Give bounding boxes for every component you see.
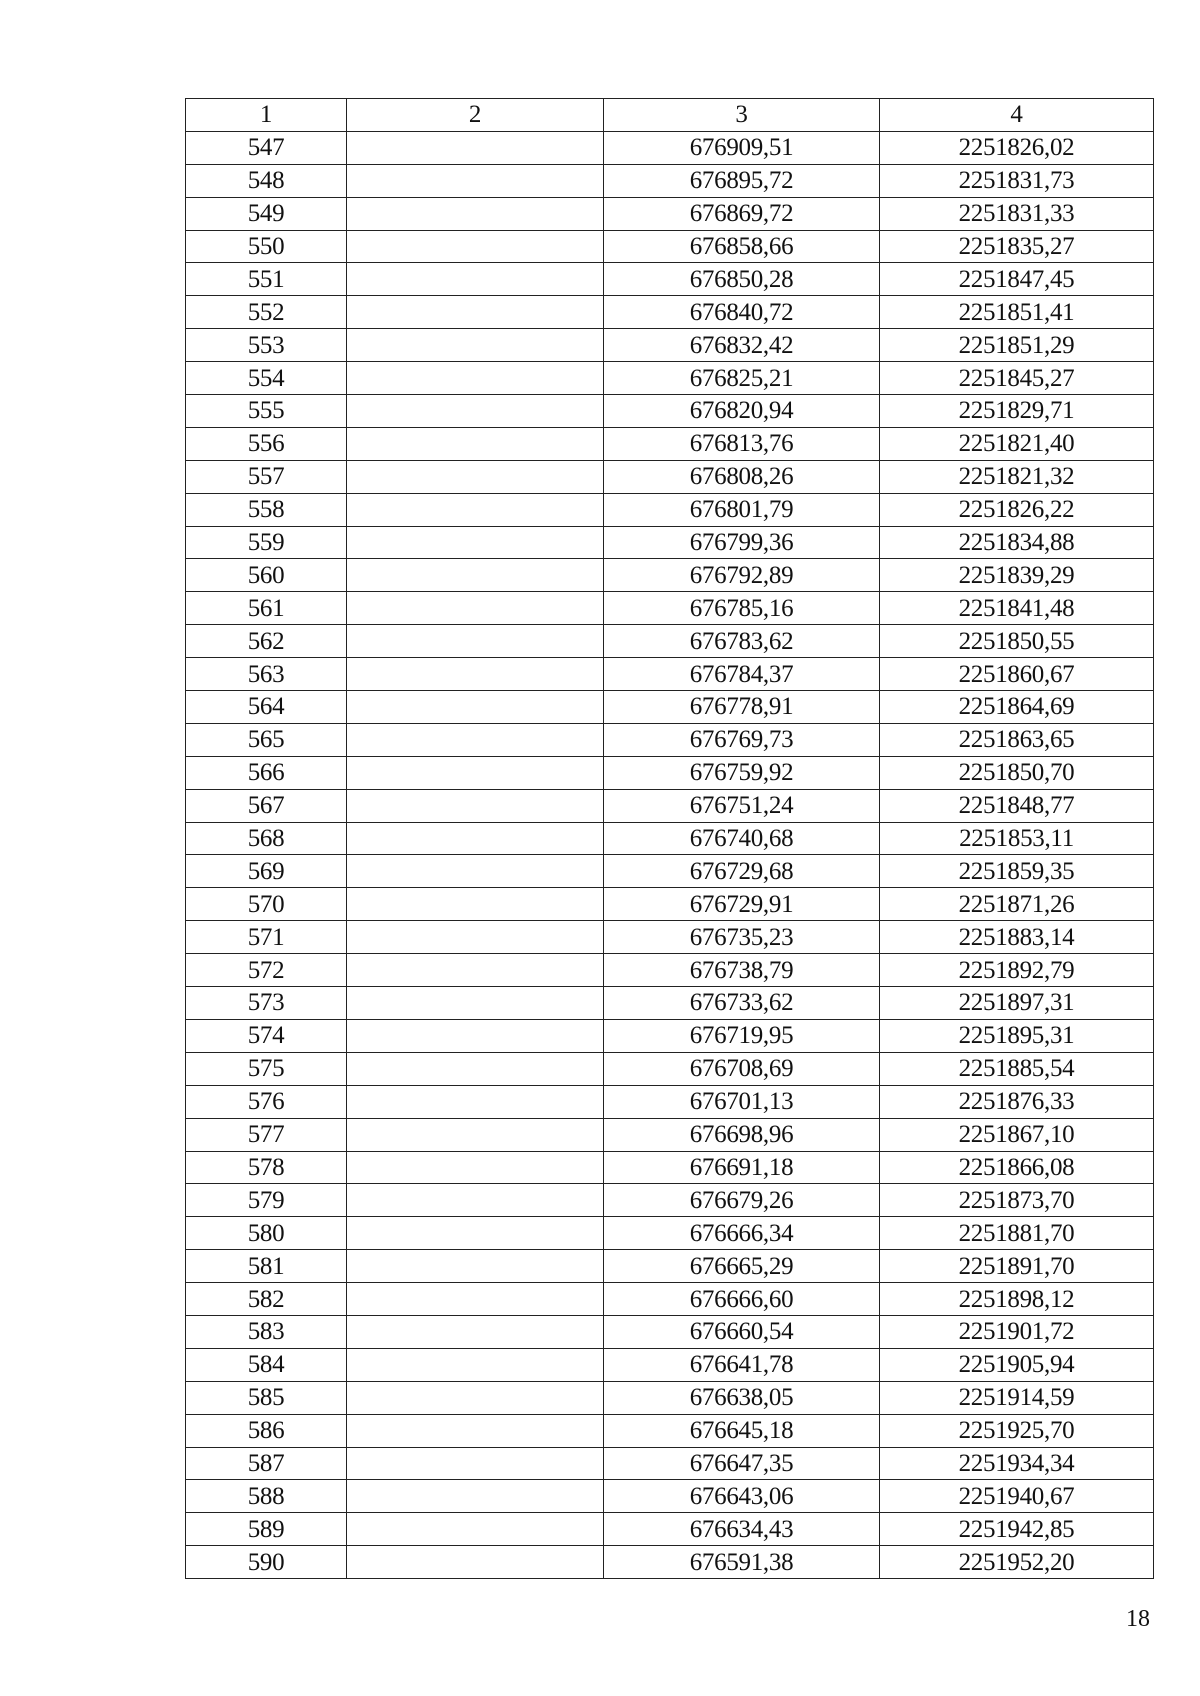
y-coordinate-cell: 2251897,31 <box>880 987 1154 1020</box>
y-coordinate-cell: 2251867,10 <box>880 1118 1154 1151</box>
table-row <box>186 756 1154 789</box>
point-number-cell: 572 <box>186 954 347 987</box>
y-coordinate-cell: 2251859,35 <box>880 855 1154 888</box>
empty-cell <box>347 1052 604 1085</box>
table-row <box>186 559 1154 592</box>
point-number-cell: 570 <box>186 888 347 921</box>
point-number-cell: 554 <box>186 362 347 395</box>
y-coordinate-cell: 2251850,55 <box>880 625 1154 658</box>
empty-cell <box>347 131 604 164</box>
empty-cell <box>347 1480 604 1513</box>
table-row <box>186 1315 1154 1348</box>
y-coordinate-cell: 2251901,72 <box>880 1315 1154 1348</box>
x-coordinate-cell: 676719,95 <box>604 1019 880 1052</box>
empty-cell <box>347 1447 604 1480</box>
y-coordinate-cell: 2251851,41 <box>880 296 1154 329</box>
empty-cell <box>347 1414 604 1447</box>
y-coordinate-cell: 2251866,08 <box>880 1151 1154 1184</box>
y-coordinate-cell: 2251881,70 <box>880 1217 1154 1250</box>
empty-cell <box>347 263 604 296</box>
x-coordinate-cell: 676813,76 <box>604 427 880 460</box>
y-coordinate-cell: 2251848,77 <box>880 789 1154 822</box>
point-number-cell: 582 <box>186 1283 347 1316</box>
y-coordinate-cell: 2251891,70 <box>880 1250 1154 1283</box>
table-body <box>186 131 1154 1578</box>
point-number-cell: 549 <box>186 197 347 230</box>
x-coordinate-cell: 676832,42 <box>604 329 880 362</box>
empty-cell <box>347 197 604 230</box>
empty-cell <box>347 1184 604 1217</box>
point-number-cell: 552 <box>186 296 347 329</box>
table-row <box>186 691 1154 724</box>
x-coordinate-cell: 676701,13 <box>604 1085 880 1118</box>
column-header-3: 3 <box>604 99 880 132</box>
empty-cell <box>347 1315 604 1348</box>
point-number-cell: 577 <box>186 1118 347 1151</box>
point-number-cell: 548 <box>186 164 347 197</box>
point-number-cell: 588 <box>186 1480 347 1513</box>
x-coordinate-cell: 676698,96 <box>604 1118 880 1151</box>
x-coordinate-cell: 676792,89 <box>604 559 880 592</box>
table-row <box>186 921 1154 954</box>
empty-cell <box>347 460 604 493</box>
table-row <box>186 197 1154 230</box>
y-coordinate-cell: 2251850,70 <box>880 756 1154 789</box>
column-header-2: 2 <box>347 99 604 132</box>
x-coordinate-cell: 676759,92 <box>604 756 880 789</box>
x-coordinate-cell: 676591,38 <box>604 1546 880 1579</box>
column-header-4: 4 <box>880 99 1154 132</box>
x-coordinate-cell: 676783,62 <box>604 625 880 658</box>
table-row <box>186 625 1154 658</box>
point-number-cell: 575 <box>186 1052 347 1085</box>
table-header-row <box>186 99 1154 132</box>
point-number-cell: 551 <box>186 263 347 296</box>
table-row <box>186 954 1154 987</box>
x-coordinate-cell: 676691,18 <box>604 1151 880 1184</box>
y-coordinate-cell: 2251863,65 <box>880 723 1154 756</box>
table-row <box>186 1447 1154 1480</box>
point-number-cell: 565 <box>186 723 347 756</box>
point-number-cell: 568 <box>186 822 347 855</box>
y-coordinate-cell: 2251876,33 <box>880 1085 1154 1118</box>
empty-cell <box>347 164 604 197</box>
x-coordinate-cell: 676645,18 <box>604 1414 880 1447</box>
empty-cell <box>347 954 604 987</box>
table-row <box>186 460 1154 493</box>
y-coordinate-cell: 2251905,94 <box>880 1348 1154 1381</box>
table-row <box>186 1414 1154 1447</box>
empty-cell <box>347 1019 604 1052</box>
table-row <box>186 263 1154 296</box>
point-number-cell: 563 <box>186 658 347 691</box>
table-row <box>186 1019 1154 1052</box>
point-number-cell: 567 <box>186 789 347 822</box>
table-row <box>186 1151 1154 1184</box>
table-row <box>186 1052 1154 1085</box>
empty-cell <box>347 362 604 395</box>
table-row <box>186 362 1154 395</box>
y-coordinate-cell: 2251940,67 <box>880 1480 1154 1513</box>
empty-cell <box>347 1151 604 1184</box>
x-coordinate-cell: 676638,05 <box>604 1381 880 1414</box>
table-row <box>186 855 1154 888</box>
table-row <box>186 658 1154 691</box>
y-coordinate-cell: 2251942,85 <box>880 1513 1154 1546</box>
empty-cell <box>347 395 604 428</box>
x-coordinate-cell: 676641,78 <box>604 1348 880 1381</box>
point-number-cell: 562 <box>186 625 347 658</box>
table-row <box>186 822 1154 855</box>
x-coordinate-cell: 676895,72 <box>604 164 880 197</box>
point-number-cell: 583 <box>186 1315 347 1348</box>
x-coordinate-cell: 676729,68 <box>604 855 880 888</box>
empty-cell <box>347 1283 604 1316</box>
table-row <box>186 789 1154 822</box>
point-number-cell: 557 <box>186 460 347 493</box>
x-coordinate-cell: 676825,21 <box>604 362 880 395</box>
table-row <box>186 296 1154 329</box>
y-coordinate-cell: 2251892,79 <box>880 954 1154 987</box>
x-coordinate-cell: 676869,72 <box>604 197 880 230</box>
point-number-cell: 584 <box>186 1348 347 1381</box>
y-coordinate-cell: 2251831,73 <box>880 164 1154 197</box>
empty-cell <box>347 230 604 263</box>
y-coordinate-cell: 2251895,31 <box>880 1019 1154 1052</box>
table-row <box>186 329 1154 362</box>
x-coordinate-cell: 676665,29 <box>604 1250 880 1283</box>
empty-cell <box>347 592 604 625</box>
point-number-cell: 586 <box>186 1414 347 1447</box>
point-number-cell: 585 <box>186 1381 347 1414</box>
point-number-cell: 561 <box>186 592 347 625</box>
table-row <box>186 1118 1154 1151</box>
y-coordinate-cell: 2251826,22 <box>880 493 1154 526</box>
point-number-cell: 576 <box>186 1085 347 1118</box>
x-coordinate-cell: 676666,34 <box>604 1217 880 1250</box>
table-row <box>186 723 1154 756</box>
x-coordinate-cell: 676660,54 <box>604 1315 880 1348</box>
x-coordinate-cell: 676785,16 <box>604 592 880 625</box>
x-coordinate-cell: 676778,91 <box>604 691 880 724</box>
y-coordinate-cell: 2251829,71 <box>880 395 1154 428</box>
y-coordinate-cell: 2251934,34 <box>880 1447 1154 1480</box>
point-number-cell: 558 <box>186 493 347 526</box>
point-number-cell: 578 <box>186 1151 347 1184</box>
table-row <box>186 164 1154 197</box>
point-number-cell: 566 <box>186 756 347 789</box>
x-coordinate-cell: 676751,24 <box>604 789 880 822</box>
point-number-cell: 564 <box>186 691 347 724</box>
empty-cell <box>347 987 604 1020</box>
table-row <box>186 1184 1154 1217</box>
empty-cell <box>347 296 604 329</box>
y-coordinate-cell: 2251821,40 <box>880 427 1154 460</box>
table-row <box>186 1217 1154 1250</box>
empty-cell <box>347 329 604 362</box>
y-coordinate-cell: 2251864,69 <box>880 691 1154 724</box>
empty-cell <box>347 1217 604 1250</box>
y-coordinate-cell: 2251826,02 <box>880 131 1154 164</box>
x-coordinate-cell: 676808,26 <box>604 460 880 493</box>
point-number-cell: 581 <box>186 1250 347 1283</box>
x-coordinate-cell: 676647,35 <box>604 1447 880 1480</box>
y-coordinate-cell: 2251925,70 <box>880 1414 1154 1447</box>
empty-cell <box>347 1546 604 1579</box>
point-number-cell: 547 <box>186 131 347 164</box>
x-coordinate-cell: 676840,72 <box>604 296 880 329</box>
x-coordinate-cell: 676769,73 <box>604 723 880 756</box>
column-header-1: 1 <box>186 99 347 132</box>
point-number-cell: 573 <box>186 987 347 1020</box>
x-coordinate-cell: 676666,60 <box>604 1283 880 1316</box>
x-coordinate-cell: 676850,28 <box>604 263 880 296</box>
y-coordinate-cell: 2251821,32 <box>880 460 1154 493</box>
table-row <box>186 1085 1154 1118</box>
x-coordinate-cell: 676738,79 <box>604 954 880 987</box>
point-number-cell: 580 <box>186 1217 347 1250</box>
x-coordinate-cell: 676735,23 <box>604 921 880 954</box>
empty-cell <box>347 888 604 921</box>
y-coordinate-cell: 2251853,11 <box>880 822 1154 855</box>
empty-cell <box>347 1085 604 1118</box>
empty-cell <box>347 1348 604 1381</box>
table-row <box>186 1381 1154 1414</box>
empty-cell <box>347 427 604 460</box>
x-coordinate-cell: 676679,26 <box>604 1184 880 1217</box>
y-coordinate-cell: 2251834,88 <box>880 526 1154 559</box>
point-number-cell: 560 <box>186 559 347 592</box>
y-coordinate-cell: 2251845,27 <box>880 362 1154 395</box>
page-number: 18 <box>1126 1606 1150 1632</box>
point-number-cell: 569 <box>186 855 347 888</box>
empty-cell <box>347 1250 604 1283</box>
table-row <box>186 131 1154 164</box>
empty-cell <box>347 625 604 658</box>
empty-cell <box>347 789 604 822</box>
x-coordinate-cell: 676784,37 <box>604 658 880 691</box>
y-coordinate-cell: 2251835,27 <box>880 230 1154 263</box>
point-number-cell: 587 <box>186 1447 347 1480</box>
point-number-cell: 556 <box>186 427 347 460</box>
empty-cell <box>347 855 604 888</box>
point-number-cell: 559 <box>186 526 347 559</box>
table-row <box>186 526 1154 559</box>
table-row <box>186 888 1154 921</box>
x-coordinate-cell: 676801,79 <box>604 493 880 526</box>
x-coordinate-cell: 676740,68 <box>604 822 880 855</box>
empty-cell <box>347 921 604 954</box>
y-coordinate-cell: 2251831,33 <box>880 197 1154 230</box>
table-row <box>186 592 1154 625</box>
empty-cell <box>347 526 604 559</box>
point-number-cell: 555 <box>186 395 347 428</box>
point-number-cell: 574 <box>186 1019 347 1052</box>
y-coordinate-cell: 2251839,29 <box>880 559 1154 592</box>
point-number-cell: 579 <box>186 1184 347 1217</box>
x-coordinate-cell: 676708,69 <box>604 1052 880 1085</box>
y-coordinate-cell: 2251952,20 <box>880 1546 1154 1579</box>
y-coordinate-cell: 2251860,67 <box>880 658 1154 691</box>
x-coordinate-cell: 676729,91 <box>604 888 880 921</box>
empty-cell <box>347 691 604 724</box>
empty-cell <box>347 1513 604 1546</box>
empty-cell <box>347 1381 604 1414</box>
empty-cell <box>347 1118 604 1151</box>
x-coordinate-cell: 676634,43 <box>604 1513 880 1546</box>
x-coordinate-cell: 676858,66 <box>604 230 880 263</box>
y-coordinate-cell: 2251841,48 <box>880 592 1154 625</box>
table-row <box>186 493 1154 526</box>
table-row <box>186 230 1154 263</box>
y-coordinate-cell: 2251898,12 <box>880 1283 1154 1316</box>
y-coordinate-cell: 2251847,45 <box>880 263 1154 296</box>
x-coordinate-cell: 676909,51 <box>604 131 880 164</box>
empty-cell <box>347 756 604 789</box>
y-coordinate-cell: 2251885,54 <box>880 1052 1154 1085</box>
y-coordinate-cell: 2251914,59 <box>880 1381 1154 1414</box>
point-number-cell: 550 <box>186 230 347 263</box>
point-number-cell: 553 <box>186 329 347 362</box>
table-row <box>186 1480 1154 1513</box>
empty-cell <box>347 822 604 855</box>
empty-cell <box>347 559 604 592</box>
coordinates-table <box>185 98 1154 1579</box>
point-number-cell: 589 <box>186 1513 347 1546</box>
table-row <box>186 395 1154 428</box>
x-coordinate-cell: 676733,62 <box>604 987 880 1020</box>
table-row <box>186 427 1154 460</box>
table-row <box>186 1283 1154 1316</box>
x-coordinate-cell: 676799,36 <box>604 526 880 559</box>
table-row <box>186 1348 1154 1381</box>
y-coordinate-cell: 2251873,70 <box>880 1184 1154 1217</box>
x-coordinate-cell: 676643,06 <box>604 1480 880 1513</box>
table-row <box>186 987 1154 1020</box>
y-coordinate-cell: 2251883,14 <box>880 921 1154 954</box>
table-row <box>186 1250 1154 1283</box>
y-coordinate-cell: 2251871,26 <box>880 888 1154 921</box>
y-coordinate-cell: 2251851,29 <box>880 329 1154 362</box>
x-coordinate-cell: 676820,94 <box>604 395 880 428</box>
empty-cell <box>347 658 604 691</box>
point-number-cell: 571 <box>186 921 347 954</box>
table-row <box>186 1546 1154 1579</box>
table-row <box>186 1513 1154 1546</box>
point-number-cell: 590 <box>186 1546 347 1579</box>
empty-cell <box>347 493 604 526</box>
empty-cell <box>347 723 604 756</box>
